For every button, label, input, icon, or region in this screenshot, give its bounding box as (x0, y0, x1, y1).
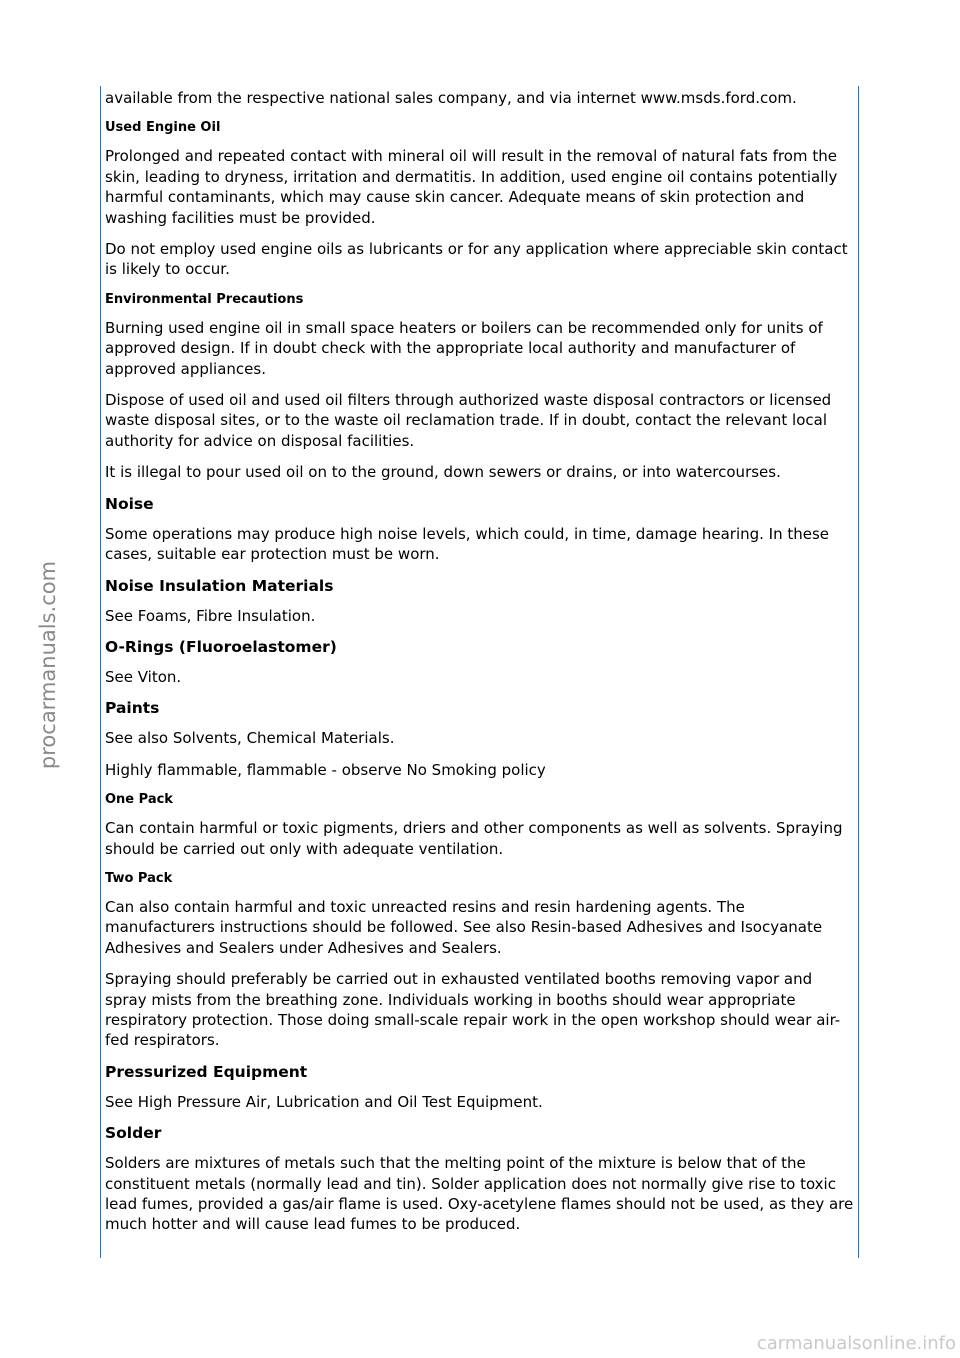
subsection-heading: Used Engine Oil (105, 120, 221, 136)
section-heading: Noise Insulation Materials (105, 576, 334, 595)
document-page (100, 86, 859, 1258)
section-heading: O-Rings (Fluoroelastomer) (105, 637, 337, 656)
paragraph: See Viton. (105, 667, 182, 686)
paragraph: Some operations may produce high noise levels, which could, in time, damage hearing. In these cases, suitable ear protection must be worn. (105, 524, 830, 564)
paragraph: Solders are mixtures of metals such that the melting point of the mixture is below that of the constituent metals (normally lead and tin). Solder application does not normally give rise to toxic lead fumes, provided a gas/air flame is used. Oxy-acetylene flames should not be used, as they are much hotter and will cause lead fumes to be produced. (105, 1154, 854, 1234)
paragraph: available from the respective national sales company, and via internet www.msds.ford.com. (105, 89, 797, 107)
subsection-heading: Two Pack (105, 870, 173, 886)
side-watermark: procarmanuals.com (36, 560, 60, 770)
paragraph: See also Solvents, Chemical Materials. (105, 729, 395, 748)
paragraph: Can contain harmful or toxic pigments, driers and other components as well as solvents. Spraying should be carried out only with adequate ventilation. (105, 819, 843, 858)
footer-watermark: carmanualsonline.info (756, 1333, 956, 1354)
paragraph: Burning used engine oil in small space heaters or boilers can be recommended only for units of approved design. If in doubt check with the appropriate local authority and manufacturer of approved appliances. (105, 318, 823, 378)
paragraph: Spraying should preferably be carried out in exhausted ventilated booths removing vapor and spray mists from the breathing zone. Individuals working in booths should wear appropriate respiratory protection. Those doing small-scale repair work in the open workshop should wear air-fed respirators. (105, 970, 841, 1050)
section-heading: Pressurized Equipment (105, 1062, 308, 1081)
subsection-heading: One Pack (105, 792, 173, 808)
paragraph: Can also contain harmful and toxic unreacted resins and resin hardening agents. The manufacturers instructions should be followed. See also Resin-based Adhesives and Isocyanate Adhesives and Sealers under Adhesives and Sealers. (105, 897, 823, 957)
paragraph: Do not employ used engine oils as lubricants or for any application where appreciable skin contact is likely to occur. (105, 240, 848, 279)
paragraph: Prolonged and repeated contact with mineral oil will result in the removal of natural fats from the skin, leading to dryness, irritation and dermatitis. In addition, used engine oil contains potentially harmful contaminants, which may cause skin cancer. Adequate means of skin protection and washing facilities must be provided. (105, 147, 838, 227)
paragraph: Dispose of used oil and used oil filters through authorized waste disposal contractors or licensed waste disposal sites, or to the waste oil reclamation trade. If in doubt, contact the relevant local authority for advice on disposal facilities. (105, 391, 832, 450)
paragraph: See High Pressure Air, Lubrication and Oil Test Equipment. (105, 1092, 543, 1111)
paragraph: See Foams, Fibre Insulation. (105, 606, 316, 625)
paragraph: It is illegal to pour used oil on to the ground, down sewers or drains, or into watercourses. (105, 463, 781, 482)
section-heading: Paints (105, 699, 160, 718)
section-heading: Noise (105, 494, 154, 513)
paragraph: Highly flammable, flammable - observe No Smoking policy (105, 760, 546, 779)
subsection-heading: Environmental Precautions (105, 291, 304, 307)
section-heading: Solder (105, 1124, 162, 1143)
document-content (105, 88, 857, 1246)
